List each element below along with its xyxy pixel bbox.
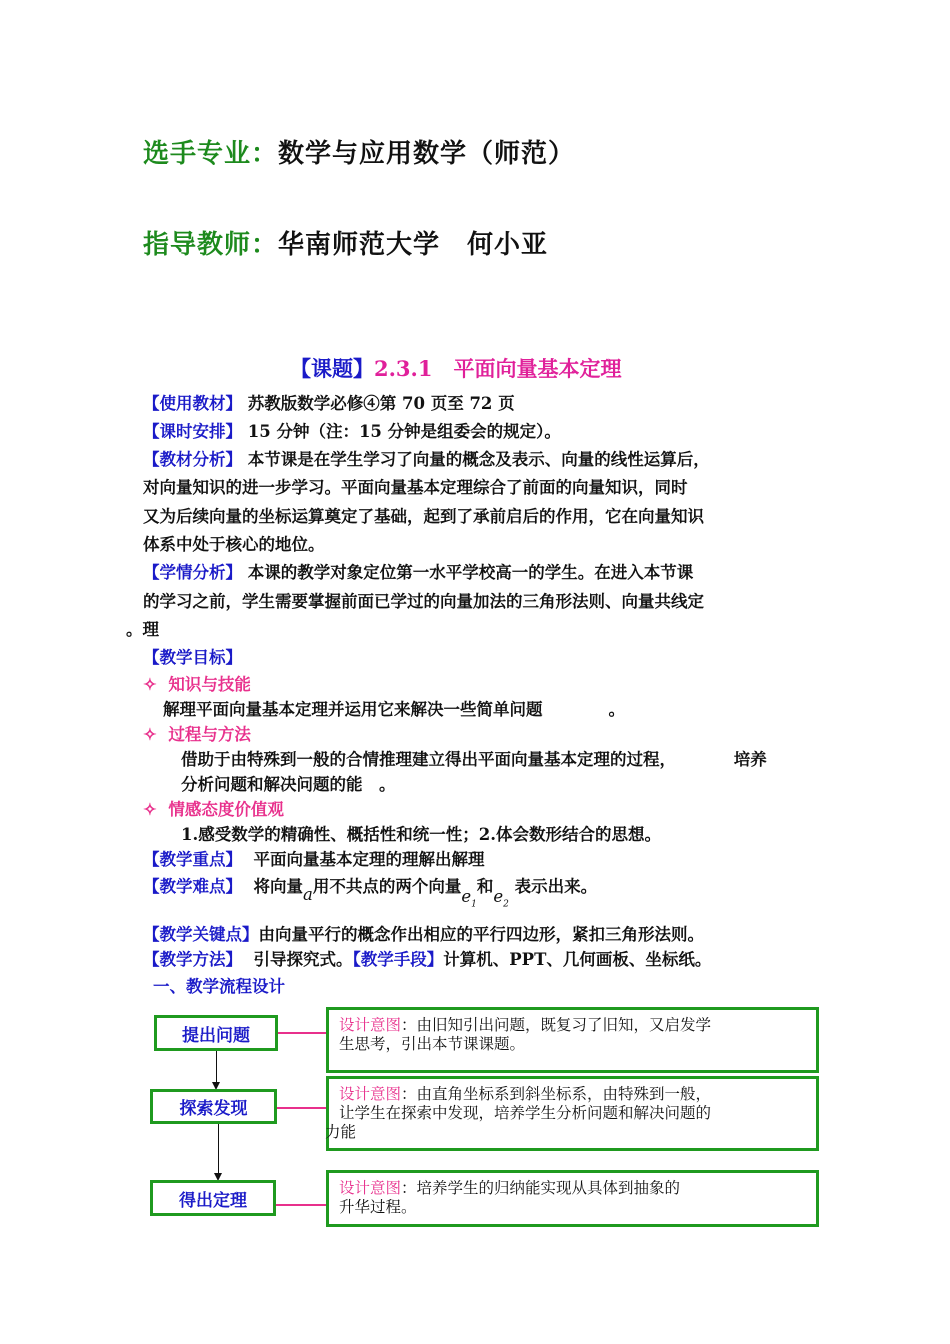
flow-heading: 一、教学流程设计	[153, 977, 285, 996]
title-bracket: 【课题】	[290, 356, 374, 381]
goal-heading	[143, 800, 284, 820]
intent-text: 让学生在探索中发现，培养学生分析问题和解决问题的	[339, 1104, 712, 1122]
diamond-bullet-icon: ✧	[143, 800, 157, 819]
flow-step-box: 提出问题	[154, 1015, 278, 1051]
flow-step-box: 得出定理	[150, 1180, 276, 1216]
goal-heading-text: 知识与技能	[168, 675, 251, 694]
section-label: 【学情分析】	[143, 563, 242, 582]
method-line	[143, 950, 711, 970]
section-label: 【使用教材】	[143, 394, 242, 413]
section-label: 【教材分析】	[143, 450, 242, 469]
section-text: 表示出来。	[514, 877, 598, 896]
intent-text: ：培养学生的归纳能实现从具体到抽象的	[401, 1179, 681, 1197]
design-intent-box	[326, 1007, 819, 1073]
goal-text: 借助于由特殊到一般的合情推理建立得出平面向量基本定理的过程， 培养	[181, 750, 767, 769]
vector-e1: $e_1$	[461, 887, 477, 910]
lesson-title	[290, 353, 621, 383]
goal-text: 分析问题和解决问题的能 。	[181, 775, 396, 794]
section-text: 15 分钟（注：15 分钟是组委会的规定）。	[247, 422, 561, 441]
goal-heading-text: 情感态度价值观	[168, 800, 284, 819]
flow-connector	[278, 1032, 327, 1034]
flow-connector	[276, 1204, 327, 1206]
schedule-line	[143, 422, 561, 442]
difficulty-line	[143, 877, 598, 910]
intent-label: 设计意图	[339, 1085, 402, 1103]
section-text: 将向量	[253, 877, 303, 896]
goals-label: 【教学目标】	[143, 648, 242, 667]
section-label: 【教学难点】	[143, 877, 242, 896]
students-line	[143, 563, 693, 583]
major-line	[143, 133, 575, 170]
section-label: 【教学手段】	[352, 950, 444, 969]
diamond-bullet-icon: ✧	[143, 725, 157, 744]
goal-heading	[143, 675, 251, 695]
section-label: 【教学重点】	[143, 850, 242, 869]
analysis-line	[143, 450, 710, 470]
section-text: 对向量知识的进一步学习。平面向量基本定理综合了前面的向量知识，同时	[143, 478, 688, 497]
section-text: 。理	[126, 620, 159, 639]
major-label: 选手专业：	[143, 139, 279, 169]
intent-text: 力能	[325, 1123, 357, 1141]
flow-step-box: 探索发现	[150, 1089, 277, 1124]
diamond-bullet-icon: ✧	[143, 675, 157, 694]
section-label: 【课时安排】	[143, 422, 242, 441]
intent-text: 生思考，引出本节课课题。	[339, 1035, 526, 1053]
section-text: 苏教版数学必修④第 70 页至 72 页	[247, 394, 515, 413]
crux-line	[143, 925, 704, 945]
vector-e2: $e_2$	[493, 887, 509, 910]
goal-heading	[143, 725, 251, 745]
section-text: 本课的教学对象定位第一水平学校高一的学生。在进入本节课	[247, 563, 694, 582]
flow-arrow-line	[218, 1123, 219, 1173]
teacher-line	[143, 224, 548, 261]
section-text: 由向量平行的概念作出相应的平行四边形，紧扣三角形法则。	[258, 925, 704, 944]
section-label: 【教学方法】	[143, 950, 242, 969]
intent-text: ：由旧知引出问题，既复习了旧知，又启发学	[401, 1016, 712, 1034]
goal-text: 1.感受数学的精确性、概括性和统一性；2.体会数形结合的思想。	[181, 825, 661, 844]
key-point-line	[143, 850, 485, 870]
flow-connector	[277, 1107, 327, 1109]
section-text: 用不共点的两个向量	[312, 877, 462, 896]
title-text: 2.3.1 平面向量基本定理	[374, 356, 622, 381]
section-text: 的学习之前，学生需要掌握前面已学过的向量加法的三角形法则、向量共线定	[143, 592, 704, 611]
intent-label: 设计意图	[339, 1179, 402, 1197]
section-text: 平面向量基本定理的理解出解理	[253, 850, 485, 869]
flow-arrow-line	[216, 1050, 217, 1082]
goal-text: 解理平面向量基本定理并运用它来解决一些简单问题 。	[163, 700, 625, 719]
section-text: 和	[476, 877, 494, 896]
intent-text: 升华过程。	[339, 1198, 417, 1216]
design-intent-box	[326, 1170, 819, 1227]
section-text: 又为后续向量的坐标运算奠定了基础，起到了承前启后的作用，它在向量知识	[143, 507, 704, 526]
section-text: 计算机、PPT、几何画板、坐标纸。	[443, 950, 712, 969]
section-text: 本节课是在学生学习了向量的概念及表示、向量的线性运算后，	[247, 450, 710, 469]
goal-heading-text: 过程与方法	[168, 725, 251, 744]
section-text: 体系中处于核心的地位。	[143, 535, 325, 554]
teacher-label: 指导教师：	[143, 230, 279, 260]
intent-text: ：由直角坐标系到斜坐标系，由特殊到一般，	[401, 1085, 712, 1103]
section-label: 【教学关键点】	[143, 925, 259, 944]
major-value: 数学与应用数学（师范）	[278, 139, 576, 169]
textbook-line	[143, 394, 515, 414]
vector-a: a	[303, 885, 313, 904]
design-intent-box	[326, 1076, 819, 1151]
teacher-value: 华南师范大学 何小亚	[278, 230, 549, 260]
intent-label: 设计意图	[339, 1016, 402, 1034]
section-text: 引导探究式。	[253, 950, 353, 969]
